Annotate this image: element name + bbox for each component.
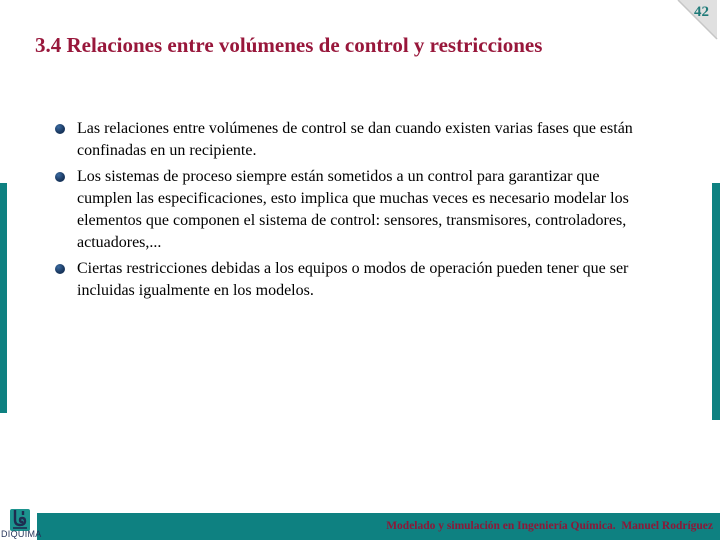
bullet-icon — [55, 124, 65, 134]
logo-glyph-icon — [11, 510, 29, 530]
bullet-text: Los sistemas de proceso siempre están sometidos a un control para garantizar que cumplen las especificaciones, esto implica que muchas veces es necesario modelar los elementos que componen el sistema de control: sensores, transmisores, controladores, actuadores,... — [77, 168, 629, 251]
diquima-logo-icon — [10, 509, 30, 531]
diquima-logo-text: DIQUIMA — [1, 529, 42, 539]
bullet-item — [55, 166, 649, 254]
slide-number: 42 — [694, 4, 709, 20]
bullet-icon — [55, 264, 65, 274]
right-accent-bar — [712, 183, 720, 420]
bullet-text: Las relaciones entre volúmenes de control se dan cuando existen varias fases que están confinadas en un recipiente. — [77, 120, 633, 159]
bullet-text: Ciertas restricciones debidas a los equipos o modos de operación pueden tener que ser incluidas igualmente en los modelos. — [77, 260, 629, 299]
bullet-item — [55, 118, 649, 162]
footer-bar — [37, 513, 720, 540]
footer-credit: Modelado y simulación en Ingeniería Química. Manuel Rodríguez — [386, 520, 713, 532]
bullet-list — [55, 118, 649, 306]
left-accent-bar — [0, 183, 7, 413]
bullet-item — [55, 258, 649, 302]
slide-title: 3.4 Relaciones entre volúmenes de control y restricciones — [35, 33, 543, 57]
bullet-icon — [55, 172, 65, 182]
